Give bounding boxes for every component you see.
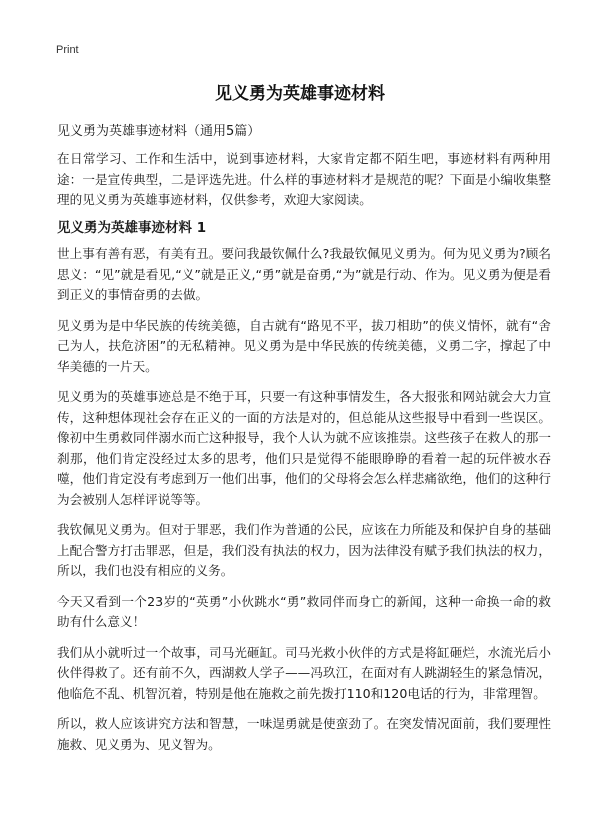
body-paragraph: 见义勇为的英雄事迹总是不绝于耳，只要一有这种事情发生，各大报张和网站就会大力宣传，这种想体现社会存在正义的一面的方法是对的，但总能从这些报导中看到一些误区。像初中生勇救同伴溺水而亡这种报导，我个人认为就不应该推崇。这些孩子在救人的那一刹那，他们肯定没经过太多的思考，他们只是觉得不能眼睁睁的看着一起的玩伴被水吞噬，他们肯定没有考虑到万一他们出事，他们的父母将会怎么样悲痛欲绝，他们的这种行为会被别人怎样评说等等。 (57, 389, 551, 507)
section-heading: 见义勇为英雄事迹材料 1 (57, 220, 207, 236)
intro-paragraph: 在日常学习、工作和生活中，说到事迹材料，大家肯定都不陌生吧，事迹材料有两种用途：一是宣传典型，二是评选先进。什么样的事迹材料才是规范的呢？下面是小编收集整理的见义勇为英雄事迹材料，仅供参考，欢迎大家阅读。 (57, 151, 551, 207)
print-link[interactable]: Print (56, 44, 79, 56)
document-subtitle: 见义勇为英雄事迹材料（通用5篇） (57, 124, 261, 139)
page-title: 见义勇为英雄事迹材料 (215, 84, 385, 104)
body-paragraph: 所以，救人应该讲究方法和智慧，一味逞勇就是使蛮劲了。在突发情况面前，我们要理性施救、见义勇为、见义智为。 (57, 716, 551, 752)
intro-paragraph-block (57, 149, 551, 211)
body-paragraph: 今天又看到一个23岁的“英勇”小伙跳水“勇”救同伴而身亡的新闻，这种一命换一命的救助有什么意义！ (57, 593, 551, 629)
body-paragraph: 我们从小就听过一个故事，司马光砸缸。司马光救小伙伴的方式是将缸砸烂，水流光后小伙伴得救了。还有前不久，西湖救人学子——冯玖江，在面对有人跳湖轻生的紧急情况，他临危不乱、机智沉着，特别是他在施救之前先拨打110和120电话的行为，非常理智。 (57, 644, 551, 701)
body-paragraph: 见义勇为是中华民族的传统美德，自古就有“路见不平，拔刀相助”的侠义情怀，就有“舍己为人，扶危济困”的无私精神。见义勇为是中华民族的传统美德，义勇二字，撑起了中华美德的一片天。 (57, 317, 551, 374)
body-paragraph: 我钦佩见义勇为。但对于罪恶，我们作为普通的公民，应该在力所能及和保护自身的基础上配合警方打击罪恶，但是，我们没有执法的权力，因为法律没有赋予我们执法的权力，所以，我们也没有相应的义务。 (57, 522, 551, 578)
article-body (57, 244, 551, 765)
body-paragraph: 世上事有善有恶，有美有丑。要问我最钦佩什么?我最钦佩见义勇为。何为见义勇为?顾名思义：“见”就是看见,“义”就是正义,“勇”就是奋勇,“为”就是行动、作为。见义勇为便是看到正义的事情奋勇的去做。 (57, 246, 551, 302)
